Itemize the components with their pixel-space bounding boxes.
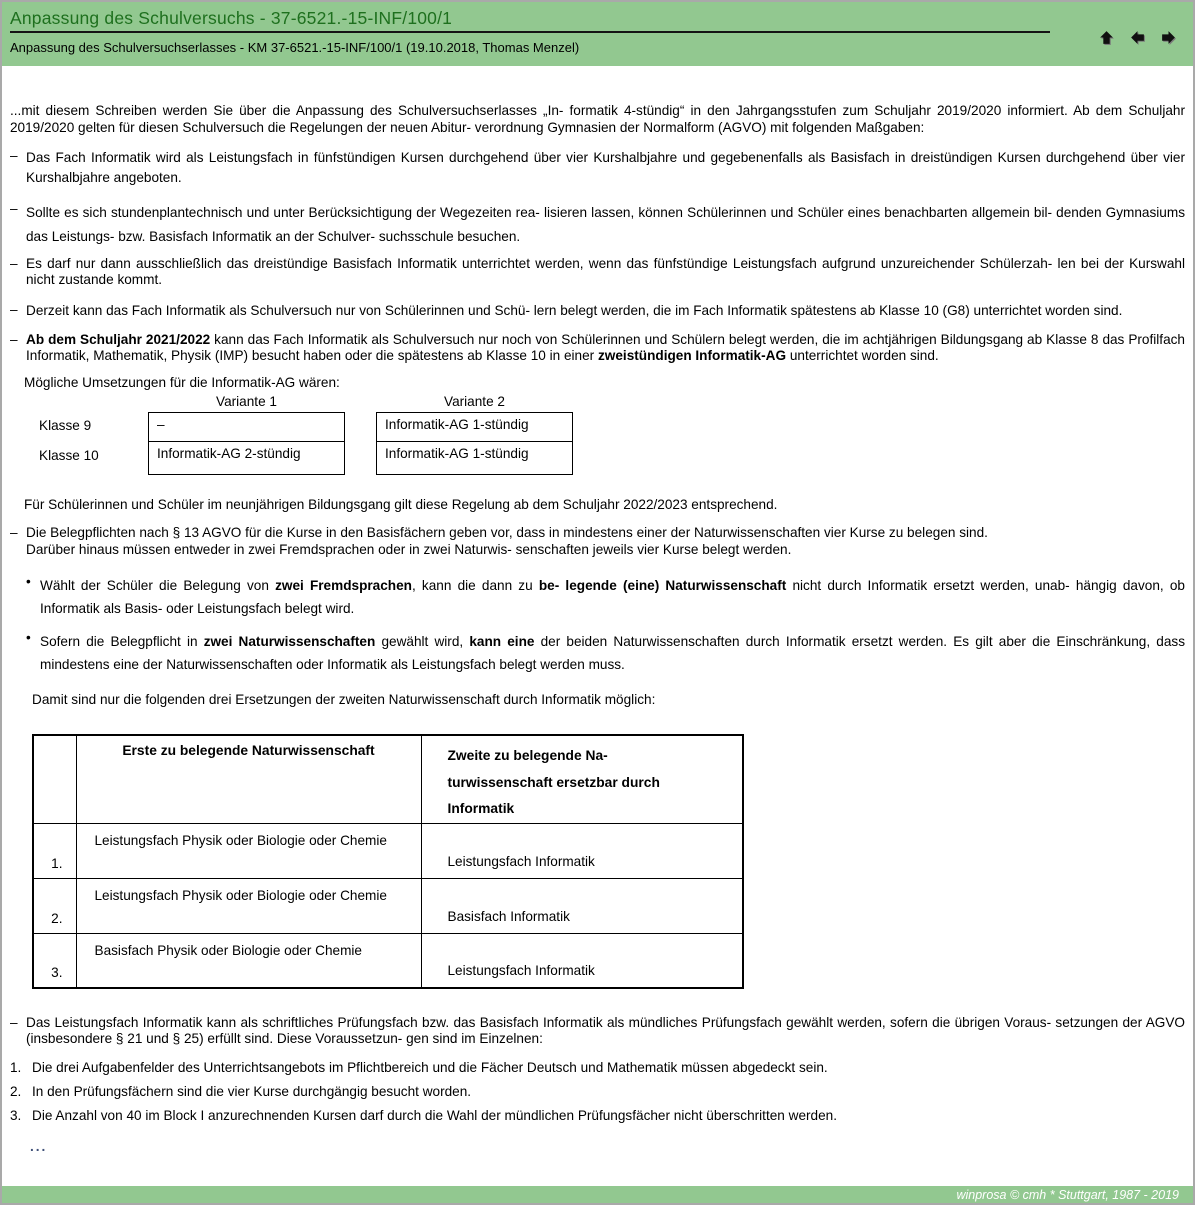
variant-gap xyxy=(345,442,376,475)
variant-header-spacer xyxy=(39,394,148,412)
dash-item-text: Sollte es sich stundenplantechnisch und unter Berücksichtigung der Wegezeiten rea- lisieren lassen, können Schülerinnen und Schüler eines benachbarten allgemein bil- denden Gymnasiums das Leistungs- bzw. Basisfach Informatik an der Schulver- suchsschule besuchen. xyxy=(26,205,1185,244)
dash-marker: – xyxy=(10,332,18,347)
number-marker: 1. xyxy=(10,1060,22,1075)
first-science-cell: Leistungsfach Physik oder Biologie oder Chemie xyxy=(76,878,421,933)
th-first-science: Erste zu belegende Naturwissenschaft xyxy=(76,735,421,823)
document-subtitle: Anpassung des Schulversuchserlasses - KM 37-6521.-15-INF/100/1 (19.10.2018, Thomas Menzel) xyxy=(10,40,580,55)
table-row xyxy=(33,933,743,988)
variant-1-cell: – xyxy=(148,412,345,442)
numbered-item-3 xyxy=(10,1107,1185,1124)
home-icon[interactable] xyxy=(1097,28,1115,46)
bullet-marker: • xyxy=(26,630,31,645)
title-divider xyxy=(10,31,1050,33)
back-arrow-icon[interactable] xyxy=(1128,28,1146,46)
number-marker: 3. xyxy=(10,1108,22,1123)
table-row xyxy=(33,878,743,933)
page-title: Anpassung des Schulversuchs - 37-6521.-15-INF/100/1 xyxy=(10,8,453,28)
footer-credit: winprosa © cmh * Stuttgart, 1987 - 2019 xyxy=(956,1188,1179,1202)
dash-item-leistungsfach xyxy=(10,148,1185,188)
table-row xyxy=(33,823,743,878)
bullet-item-fremdsprachen xyxy=(10,574,1185,620)
dash-item-text: Ab dem Schuljahr 2021/2022 kann das Fach Informatik als Schulversuch nur noch von Schülerinnen und Schülern belegt werden, die im achtjährigen Bildungsgang ab Klasse 8 das Profilfach Informatik, Mathematik, Physik (IMP) besucht haben oder die spätestens ab Klasse 10 in einer zweistündigen Informatik-AG unterrichtet worden sind. xyxy=(26,332,1185,363)
dash-item-schuljahr-2021 xyxy=(10,332,1185,364)
bullet-item-naturwissenschaften xyxy=(10,630,1185,676)
variant-2-cell: Informatik-AG 1-stündig xyxy=(376,442,573,475)
continuation-ellipsis: ... xyxy=(30,1139,48,1154)
numbered-item-text: In den Prüfungsfächern sind die vier Kurse durchgängig besucht worden. xyxy=(32,1084,472,1099)
row-number: 3. xyxy=(33,933,76,988)
first-science-cell: Leistungsfach Physik oder Biologie oder Chemie xyxy=(76,823,421,878)
row-number: 2. xyxy=(33,878,76,933)
second-science-cell: Leistungsfach Informatik xyxy=(421,933,743,988)
first-science-cell: Basisfach Physik oder Biologie oder Chemie xyxy=(76,933,421,988)
row-label: Klasse 9 xyxy=(39,418,92,433)
dash-marker: – xyxy=(10,256,18,271)
intro-paragraph: ...mit diesem Schreiben werden Sie über die Anpassung des Schulversuchserlasses „In- formatik 4-stündig“ in den Jahrgangsstufen zum Schuljahr 2019/2020 informiert. Ab dem Schuljahr 2019/2020 gelten für diesen Schulversuch die Regelungen der neuen Abitur- verordnung Gymnasien der Normalform (AGVO) mit folgenden Maßgaben: xyxy=(10,103,1185,135)
forward-arrow-icon[interactable] xyxy=(1159,28,1177,46)
variant-1-header: Variante 1 xyxy=(216,394,277,409)
th-second-science xyxy=(421,735,743,823)
bullet-marker: • xyxy=(26,574,31,589)
dash-item-text: Das Leistungsfach Informatik kann als schriftliches Prüfungsfach bzw. das Basisfach Informatik als mündliches Prüfungsfach gewählt werden, sofern die übrigen Voraus- setzungen der AGVO (insbesondere § 21 und § 25) erfüllt sind. Diese Voraussetzun- gen sind im Einzelnen: xyxy=(26,1015,1185,1046)
th-number xyxy=(33,735,76,823)
header-bar xyxy=(2,2,1193,66)
variant-gap xyxy=(345,412,376,442)
document-body xyxy=(2,66,1193,1186)
th-line: turwissenschaft ersetzbar durch xyxy=(447,774,660,790)
dash-item-text: Es darf nur dann ausschließlich das dreistündige Basisfach Informatik unterrichtet werden, wenn das fünfstündige Leistungsfach aufgrund unzureichender Schülerzah- len bei der Kurswahl nicht zustande kommt. xyxy=(26,256,1185,287)
dash-item-belegpflichten xyxy=(10,525,1185,558)
replacement-table-header xyxy=(33,735,743,823)
bullet-item-text: Sofern die Belegpflicht in zwei Naturwissenschaften gewählt wird, kann eine der beiden Naturwissenschaften durch Informatik ersetzt werden. Es gilt aber die Einschränkung, dass mindestens eine der Naturwissenschaften oder Informatik als Leistungsfach belegt werden muss. xyxy=(40,634,1185,672)
dash-marker: – xyxy=(10,148,18,163)
th-line: Informatik xyxy=(447,801,515,816)
replacement-table xyxy=(32,734,744,989)
dash-item-wegezeiten xyxy=(10,201,1185,249)
bullet-item-text: Wählt der Schüler die Belegung von zwei Fremdsprachen, kann die dann zu be- legende (eine) Naturwissenschaft nicht durch Informatik ersetzt werden, unab- hängig davon, ob Informatik als Basis- oder Leistungsfach belegt wird. xyxy=(40,578,1185,616)
dash-marker: – xyxy=(10,302,18,317)
variant-2-header: Variante 2 xyxy=(444,394,505,409)
second-science-cell: Basisfach Informatik xyxy=(421,878,743,933)
row-number: 1. xyxy=(33,823,76,878)
numbered-item-1 xyxy=(10,1059,1185,1076)
variant-header-row xyxy=(39,394,1185,412)
th-line: Zweite zu belegende Na- xyxy=(447,748,608,763)
variant-1-cell: Informatik-AG 2-stündig xyxy=(148,442,345,475)
number-marker: 2. xyxy=(10,1084,22,1099)
g9-note: Für Schülerinnen und Schüler im neunjährigen Bildungsgang gilt diese Regelung ab dem Schuljahr 2022/2023 entsprechend. xyxy=(24,497,778,512)
numbered-item-text: Die drei Aufgabenfelder des Unterrichtsangebots im Pflichtbereich und die Fächer Deutsch und Mathematik müssen abgedeckt sein. xyxy=(32,1060,828,1075)
footer-bar xyxy=(2,1186,1193,1203)
dash-marker: – xyxy=(10,1015,18,1030)
row-label: Klasse 10 xyxy=(39,448,99,463)
nav-toolbar xyxy=(1097,28,1177,46)
beleg-line-1: Die Belegpflichten nach § 13 AGVO für die Kurse in den Basisfächern geben vor, dass in mindestens einer der Naturwissenschaften vier Kurse zu belegen sind. xyxy=(26,525,988,540)
variant-gap xyxy=(345,394,376,412)
dash-item-text: Derzeit kann das Fach Informatik als Schulversuch nur von Schülerinnen und Schü- lern belegt werden, die im Fach Informatik spätestens ab Klasse 10 (G8) unterrichtet worden sind. xyxy=(26,303,1123,318)
variant-row-klasse-9 xyxy=(39,412,1185,442)
damit-line: Damit sind nur die folgenden drei Ersetzungen der zweiten Naturwissenschaft durch Informatik möglich: xyxy=(32,692,656,707)
dash-item-derzeit xyxy=(10,302,1185,319)
variant-table xyxy=(39,394,1185,475)
dash-marker: – xyxy=(10,201,18,216)
dash-item-basisfach xyxy=(10,256,1185,288)
dash-item-pruefungsfach xyxy=(10,1015,1185,1047)
second-science-cell: Leistungsfach Informatik xyxy=(421,823,743,878)
beleg-line-2: Darüber hinaus müssen entweder in zwei Fremdsprachen oder in zwei Naturwis- senschaften jeweils vier Kurse belegt werden. xyxy=(26,541,792,557)
variant-2-cell: Informatik-AG 1-stündig xyxy=(376,412,573,442)
dash-item-text: Das Fach Informatik wird als Leistungsfach in fünfstündigen Kursen durchgehend über vier Kurshalbjahre und gegebenenfalls als Basisfach in dreistündigen Kursen durchgehend über vier Kurshalbjahre angeboten. xyxy=(26,150,1185,185)
variant-row-klasse-10 xyxy=(39,442,1185,475)
ag-intro-line: Mögliche Umsetzungen für die Informatik-AG wären: xyxy=(24,375,340,390)
dash-marker: – xyxy=(10,525,18,540)
numbered-item-text: Die Anzahl von 40 im Block I anzurechnenden Kursen darf durch die Wahl der mündlichen Prüfungsfächer nicht überschritten werden. xyxy=(32,1108,837,1123)
numbered-item-2 xyxy=(10,1083,1185,1100)
